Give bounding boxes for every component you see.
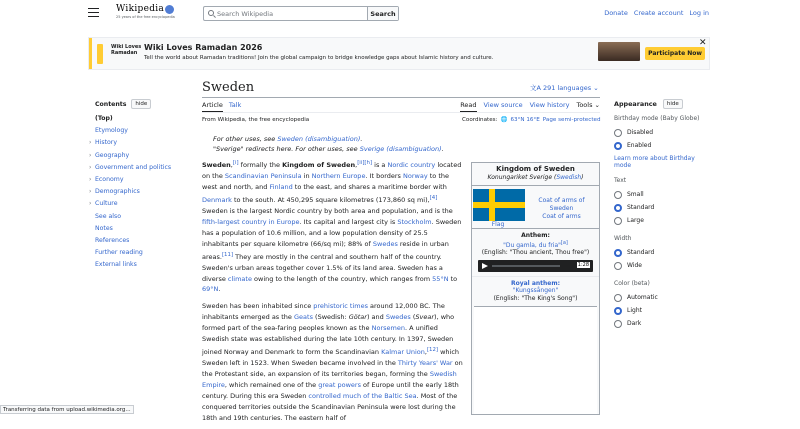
radio-button[interactable] [614, 129, 622, 137]
page-title: Sweden [202, 80, 255, 95]
coordinates-link[interactable]: 63°N 16°E [510, 117, 540, 123]
browser-status-bar: Transferring data from upload.wikimedia.org... [0, 405, 134, 414]
coa-image-link[interactable]: Coat of arms of Sweden [538, 196, 585, 212]
title-divider [202, 97, 600, 98]
radio-button[interactable] [614, 262, 622, 270]
color-automatic-option[interactable]: Automatic [614, 291, 700, 304]
coa-caption[interactable]: Coat of arms [542, 212, 581, 220]
royal-anthem-label[interactable]: Royal anthem: [510, 279, 561, 287]
appearance-panel [614, 99, 700, 330]
radio-button[interactable] [614, 204, 622, 212]
language-link[interactable]: Swedish [556, 174, 582, 181]
chevron-right-icon[interactable]: › [89, 188, 92, 196]
create-account-link[interactable]: Create account [633, 9, 684, 17]
hatnote: For other uses, see Sweden (disambiguation). "Sverige" redirects here. For other uses, see Sverige (disambiguation). [213, 135, 444, 153]
globe-icon: 🌐 [500, 117, 508, 123]
anthem-link[interactable]: "Du gamla, du fria" [503, 241, 561, 249]
toc-item[interactable]: Etymology [95, 127, 128, 135]
toc-hide-button[interactable]: hide [131, 99, 151, 109]
search-icon [208, 10, 214, 16]
participate-button[interactable]: Participate Now [645, 47, 705, 60]
flag-of-sweden-image[interactable] [473, 189, 525, 221]
radio-button[interactable] [614, 142, 622, 150]
hatnote-link[interactable]: Sweden (disambiguation) [277, 135, 361, 143]
tabs-divider [202, 112, 600, 113]
logo-tagline: 25 years of the free encyclopedia [116, 15, 175, 19]
wikipedia-logo[interactable] [116, 4, 178, 24]
toc-item[interactable]: (Top) [95, 115, 113, 122]
tab-view-source[interactable]: View source [483, 101, 523, 109]
toc-item[interactable]: See also [95, 212, 122, 220]
text-standard-option[interactable]: Standard [614, 201, 700, 214]
audio-duration: 1:28 [577, 261, 589, 268]
toc-item[interactable]: › Culture [89, 200, 118, 208]
chevron-right-icon[interactable]: › [89, 200, 92, 208]
toc-item[interactable]: › Demographics [89, 188, 140, 196]
toc-item[interactable]: › Government and politics [89, 163, 172, 171]
width-standard-option[interactable]: Standard [614, 246, 700, 259]
toc-heading: Contents [95, 100, 127, 108]
flag-coa-row [472, 185, 599, 229]
tab-article[interactable]: Article [202, 101, 223, 112]
baby-globe-icon [165, 5, 174, 14]
banner-title: Wiki Loves Ramadan 2026 [144, 43, 263, 52]
text-label: Text [614, 177, 627, 184]
site-header [0, 0, 800, 30]
search-input[interactable] [204, 7, 367, 20]
chevron-right-icon[interactable]: › [89, 163, 92, 171]
chevron-down-icon: ⌄ [592, 101, 600, 109]
banner-accent [89, 38, 92, 69]
chevron-right-icon[interactable]: › [89, 175, 92, 183]
campaign-banner [88, 37, 710, 70]
coat-of-arms [524, 189, 599, 228]
semi-protected-link[interactable]: Page semi-protected [542, 117, 601, 123]
tab-view-history[interactable]: View history [529, 101, 570, 109]
radio-button[interactable] [614, 320, 622, 328]
article-body [202, 158, 464, 429]
toc-item[interactable]: › Geography [89, 151, 130, 159]
color-dark-option[interactable]: Dark [614, 317, 700, 330]
lead-paragraph: Sweden,[i] formally the Kingdom of Sweden,[ii][h] is a Nordic country located on the Scandinavian Peninsula in Northern Europe. It borders Norway to the west and north, and Finland to the east, and shares a maritime border with Denmark to the south. At 450,295 square kilometres (173,860 sq mi),[4] Sweden is the largest Nordic country by both area and population, and is the fifth-largest country in Europe. Its capital and largest city is Stockholm. Sweden has a population of 10.6 million, and a low population density of 25.5 inhabitants per square kilometre (66/sq mi); 88% of Swedes reside in urban areas.[11] They are mostly in the central and southern half of the country. Sweden's urban areas together cover 1.5% of its land area. Sweden has a diverse climate owing to the length of the country, which ranges from 55°N to 69°N. [202, 160, 462, 294]
lantern-icon [97, 44, 103, 64]
royal-anthem-section: Royal anthem: "Kungssången" (English: "The King's Song") [472, 276, 599, 307]
text-large-option[interactable]: Large [614, 214, 700, 227]
radio-button[interactable] [614, 294, 622, 302]
main-menu-icon[interactable] [88, 8, 99, 17]
toc-item[interactable]: › Economy [89, 175, 124, 183]
toc-item[interactable]: External links [95, 261, 137, 269]
anthem-section: Anthem: "Du gamla, du fria"[a] (English: "Thou ancient, Thou free") [481, 232, 590, 256]
banner-image [598, 42, 640, 61]
hatnote-link[interactable]: Sverige (disambiguation) [359, 145, 442, 153]
language-button[interactable]: 文A 291 languages ⌄ [530, 84, 599, 92]
infobox [471, 162, 600, 415]
infobox-title: Kingdom of Sweden [496, 165, 575, 173]
text-small-option[interactable]: Small [614, 188, 700, 201]
audio-player[interactable] [478, 260, 593, 272]
flag-caption[interactable]: Flag [491, 221, 505, 228]
search-button[interactable]: Search [367, 7, 398, 20]
color-light-option[interactable]: Light [614, 304, 700, 317]
location-map-placeholder[interactable] [474, 306, 597, 414]
audio-progress-bar[interactable] [492, 265, 560, 267]
toc-item[interactable]: Further reading [95, 249, 143, 257]
tab-read[interactable]: Read [460, 101, 476, 112]
login-link[interactable]: Log in [689, 9, 709, 17]
radio-button[interactable] [614, 249, 622, 257]
radio-button[interactable] [614, 191, 622, 199]
tab-talk[interactable]: Talk [228, 101, 242, 109]
banner-logo-text: Wiki Loves Ramadan [111, 44, 142, 56]
site-sub: From Wikipedia, the free encyclopedia [202, 117, 310, 123]
table-of-contents [89, 99, 180, 273]
tools-menu[interactable]: Tools ⌄ [576, 101, 600, 109]
page-tabs [202, 99, 600, 113]
banner-text: Tell the world about Ramadan traditions! Join the global campaign to bridge knowledge gaps about Islamic history and culture. [144, 55, 494, 61]
history-paragraph: Sweden has been inhabited since prehistoric times around 12,000 BC. The inhabitants emerged as the Geats (Swedish: Götar) and Swedes (Svear), who formed part of the sea-faring peoples known as the Norsemen. A unified Swedish state was established during the late 10th century. In 1397, Sweden joined Norway and Denmark to form the Scandinavian Kalmar Union,[12] which Sweden left in 1523. When Sweden became involved in the Thirty Years' War on the Protestant side, an expansion of its territories began, forming the Swedish Empire, which remained one of the great powers of Europe until the early 18th century. During this era Sweden controlled much of the Baltic Sea. Most of the conquered territories outside the Scandinavian Peninsula were lost during the 18th and 19th centuries. The eastern half of [202, 302, 463, 422]
language-icon: 文A [530, 84, 544, 92]
birthday-enabled-option[interactable]: Enabled [614, 139, 700, 152]
width-label: Width [614, 235, 632, 242]
infobox-native-name: Konungariket Sverige (Swedish) [487, 174, 584, 181]
radio-button[interactable] [614, 217, 622, 225]
radio-button[interactable] [614, 307, 622, 315]
chevron-right-icon[interactable]: › [89, 151, 92, 159]
coordinates: Coordinates: 🌐 63°N 16°E Page semi-protected [462, 117, 601, 123]
logo-wordmark: Wikipedia [116, 4, 165, 14]
search-box [203, 6, 399, 21]
birthday-label: Birthday mode (Baby Globe) [614, 115, 700, 122]
appearance-hide-button[interactable]: hide [663, 99, 683, 109]
birthday-learn-more-link[interactable]: Learn more about Birthday mode [614, 155, 695, 169]
birthday-disabled-option[interactable]: Disabled [614, 126, 700, 139]
chevron-down-icon: ⌄ [591, 84, 599, 92]
royal-anthem-link[interactable]: "Kungssången" [512, 287, 559, 294]
appearance-heading: Appearance [614, 100, 657, 108]
user-links [604, 9, 709, 17]
width-wide-option[interactable]: Wide [614, 259, 700, 272]
toc-item[interactable]: Notes [95, 224, 113, 232]
donate-link[interactable]: Donate [604, 9, 628, 17]
chevron-right-icon[interactable]: › [89, 139, 92, 147]
toc-item[interactable]: › History [89, 139, 118, 147]
color-label: Color (beta) [614, 280, 650, 287]
close-icon[interactable]: ✕ [699, 38, 707, 48]
play-icon[interactable] [482, 263, 488, 269]
toc-item[interactable]: References [95, 236, 130, 244]
